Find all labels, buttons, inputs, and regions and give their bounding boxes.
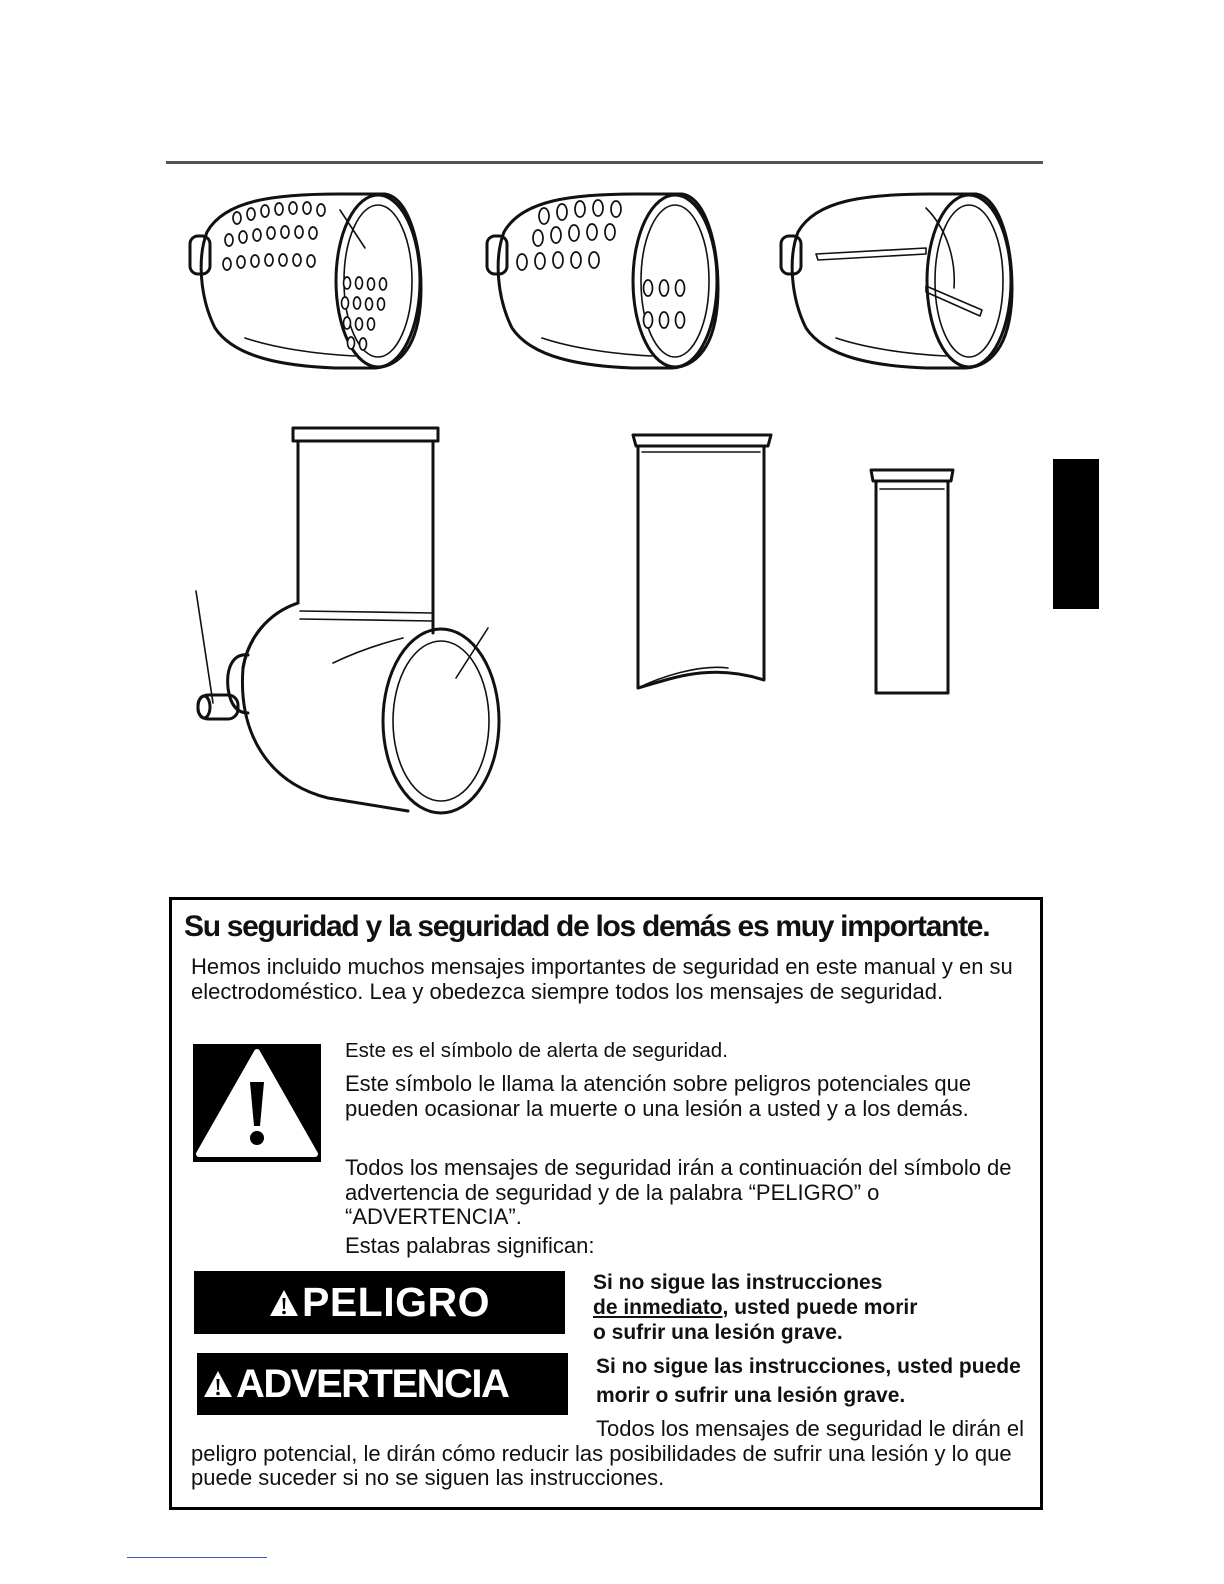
small-food-pusher-illustration [866,465,958,697]
danger-description [593,1270,1023,1345]
danger-label: PELIGRO [301,1279,491,1325]
header-rule [166,161,1043,164]
messages-follow-text: Todos los mensajes de seguridad irán a continuación del símbolo de advertencia de seguridad y de la palabra “PELIGRO” o “ADVERTENCIA”. [345,1155,1012,1229]
danger-alert-icon [269,1288,299,1318]
fine-shredder-cone-illustration [185,188,435,373]
warning-signal-word [197,1353,568,1415]
coarse-shredder-cone-illustration [482,188,732,373]
warning-alert-icon [203,1369,233,1399]
closing-text: Todos los mensajes de seguridad le dirán el peligro potencial, le dirán cómo reducir las posibilidades de sufrir una lesión y lo que puede suceder si no se siguen las instrucciones. [191,1416,1025,1490]
closing-paragraph [191,1417,1031,1491]
danger-desc-rest: , usted puede morir [722,1296,918,1319]
symbol-caption: Este es el símbolo de alerta de seguridad. [345,1039,728,1062]
danger-signal-word [194,1271,565,1334]
safety-notice-box [169,897,1043,1510]
slicer-cone-illustration [776,188,1026,373]
symbol-explanation: Este símbolo le llama la atención sobre peligros potenciales que pueden ocasionar la muerte o una lesión a usted y a los demás. [345,1071,972,1121]
warning-label: ADVERTENCIA [236,1361,509,1406]
danger-desc-underlined: de inmediato [593,1296,723,1319]
housing-with-hopper-illustration [188,423,508,823]
safety-alert-triangle-icon [193,1044,321,1162]
danger-desc-line1: Si no sigue las instrucciones [593,1271,883,1294]
danger-desc-line3: o sufrir una lesión grave. [593,1321,843,1344]
large-food-pusher-illustration [628,430,778,695]
words-mean-text: Estas palabras significan: [345,1233,595,1258]
safety-title: Su seguridad y la seguridad de los demás es muy importante. [184,910,990,943]
safety-intro: Hemos incluido muchos mensajes importantes de seguridad en este manual y en su electrodoméstico. Lea y obedezca siempre todos los mensajes de seguridad. [191,954,1013,1004]
section-tab [1053,459,1099,609]
footer-link-rule [127,1557,267,1558]
warning-description: Si no sigue las instrucciones, usted puede morir o sufrir una lesión grave. [596,1355,1021,1407]
